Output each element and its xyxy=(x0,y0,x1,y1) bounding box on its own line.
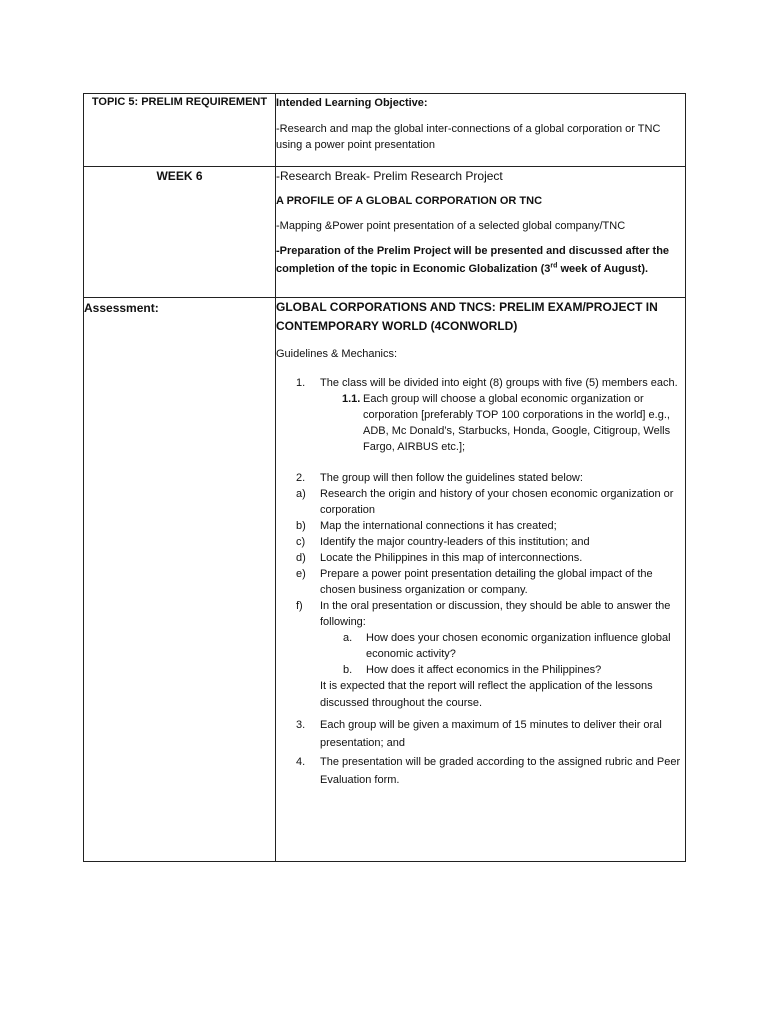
list-marker: 4. xyxy=(296,756,306,768)
week-label: WEEK 6 xyxy=(156,169,203,183)
list-item-text: Each group will be given a maximum of 15 minutes to deliver their oral presentation; and xyxy=(320,719,662,749)
list-marker: b. xyxy=(343,664,353,676)
topic-cell xyxy=(84,94,276,167)
list-item xyxy=(276,470,685,486)
objective-text: -Research and map the global inter-connections of a global corporation or TNC using a power point presentation xyxy=(276,123,661,151)
list-marker: 2. xyxy=(296,472,306,484)
list-marker: 3. xyxy=(296,719,306,731)
objective-heading: Intended Learning Objective: xyxy=(276,97,428,109)
list-item xyxy=(276,662,685,678)
list-item xyxy=(276,716,685,752)
list-item-text: Prepare a power point presentation detailing the global impact of the chosen business organization or company. xyxy=(320,568,653,596)
list-item-text: Map the international connections it has created; xyxy=(320,520,557,532)
list-item-text: Locate the Philippines in this map of interconnections. xyxy=(320,552,583,564)
objective-cell xyxy=(276,94,686,167)
week-row xyxy=(84,167,686,298)
list-marker: d) xyxy=(296,552,306,564)
list-item xyxy=(276,566,685,598)
preparation-text-main: -Preparation of the Prelim Project will be presented and discussed after the completion of the topic in Economic Globalization (3 xyxy=(276,245,670,275)
list-marker: a. xyxy=(343,632,353,644)
list-item xyxy=(276,391,685,455)
preparation-superscript: rd xyxy=(550,262,558,270)
assessment-label-cell xyxy=(84,298,276,862)
list-item xyxy=(276,550,685,566)
guidelines-label: Guidelines & Mechanics: xyxy=(276,348,398,360)
list-item xyxy=(276,518,685,534)
list-item xyxy=(276,753,685,789)
list-marker: 1. xyxy=(296,377,306,389)
list-item-text: The group will then follow the guidelines stated below: xyxy=(320,472,583,484)
list-item-text: In the oral presentation or discussion, they should be able to answer the following: xyxy=(320,600,671,628)
week-cell xyxy=(84,167,276,298)
list-item xyxy=(276,375,685,391)
topic-title: TOPIC 5: PRELIM REQUIREMENT xyxy=(91,96,268,108)
list-item xyxy=(276,598,685,630)
list-marker: f) xyxy=(296,600,303,612)
preparation-text-end: week of August). xyxy=(557,263,649,275)
list-item xyxy=(276,630,685,662)
list-marker: b) xyxy=(296,520,306,532)
list-marker: e) xyxy=(296,568,306,580)
preparation-text xyxy=(276,242,685,278)
guidelines-list xyxy=(276,375,685,789)
assessment-heading: GLOBAL CORPORATIONS AND TNCS: PRELIM EXAM/PROJECT IN CONTEMPORARY WORLD (4CONWORLD) xyxy=(276,300,658,333)
assessment-label: Assessment: xyxy=(84,301,159,315)
list-marker: 1.1. xyxy=(342,393,361,405)
list-marker: a) xyxy=(296,488,306,500)
list-item xyxy=(276,534,685,550)
list-item-text: The class will be divided into eight (8) groups with five (5) members each. xyxy=(320,377,678,389)
list-item-text: Each group will choose a global economic organization or corporation [preferably TOP 100 corporations in the world] e.g., ADB, Mc Donald’s, Starbucks, Honda, Google, Citigroup, Wells Fargo, AIRBUS etc.]; xyxy=(363,393,671,453)
mapping-text: -Mapping &Power point presentation of a selected global company/TNC xyxy=(276,220,626,232)
list-item-text: Research the origin and history of your chosen economic organization or corporation xyxy=(320,488,674,516)
research-break-text: -Research Break- Prelim Research Project xyxy=(276,169,503,183)
profile-heading: A PROFILE OF A GLOBAL CORPORATION OR TNC xyxy=(276,195,543,207)
list-item-text: How does your chosen economic organization influence global economic activity? xyxy=(366,632,671,660)
list-item xyxy=(276,486,685,518)
list-marker: c) xyxy=(296,536,306,548)
list-item-text: The presentation will be graded according to the assigned rubric and Peer Evaluation form. xyxy=(320,756,681,786)
list-item-text: Identify the major country-leaders of this institution; and xyxy=(320,536,590,548)
assessment-content-cell xyxy=(276,298,686,862)
document-table xyxy=(83,93,686,862)
assessment-row xyxy=(84,298,686,862)
list-item-text: How does it affect economics in the Philippines? xyxy=(366,664,602,676)
expected-text: It is expected that the report will reflect the application of the lessons discussed throughout the course. xyxy=(320,680,653,709)
week-content-cell xyxy=(276,167,686,298)
topic-row xyxy=(84,94,686,167)
